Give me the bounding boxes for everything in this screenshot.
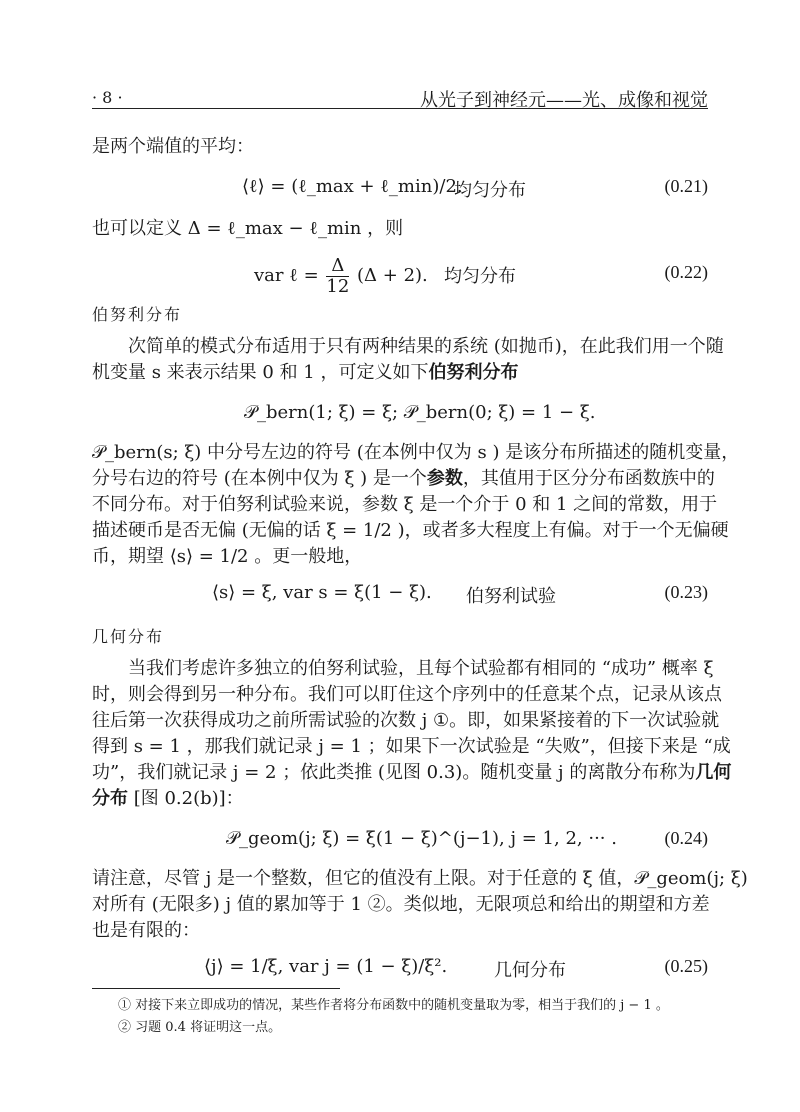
- paragraph-line: [92, 360, 708, 386]
- equation-expression: ⟨s⟩ = ξ, var s = ξ(1 − ξ).: [212, 582, 432, 603]
- text-run: 机变量 s 来表示结果 0 和 1 ，可定义如下: [92, 362, 429, 383]
- footnote-1: ① 对接下来立即成功的情况，某些作者将分布函数中的随机变量取为零，相当于我们的 j − 1 。: [118, 998, 669, 1013]
- equation-lhs: var ℓ =: [254, 265, 319, 286]
- fraction: [326, 256, 349, 297]
- paragraph-line: 得到 s = 1 ，那我们就记录 j = 1 ；如果下一次试验是 “失败”，但接下来是 “成: [92, 736, 731, 757]
- equation-label: 均匀分布: [444, 266, 516, 287]
- term-geometric: 几何: [695, 762, 732, 783]
- paragraph-line: 次简单的模式分布适用于只有两种结果的系统 (如抛币)，在此我们用一个随: [128, 336, 724, 357]
- equation-0-22: [92, 254, 708, 298]
- equation-0-21: [92, 176, 708, 206]
- text-run: 功”，我们就记录 j = 2 ；依此类推 (见图 0.3)。随机变量 j 的离散分布称为: [92, 762, 696, 783]
- paragraph-line: 当我们考虑许多独立的伯努利试验，且每个试验都有相同的 “成功” 概率 ξ: [128, 658, 714, 679]
- equation-label: 均匀分布: [454, 180, 526, 201]
- equation-expression: 𝒫_geom(j; ξ) = ξ(1 − ξ)^(j−1), j = 1, 2, ··· .: [226, 828, 617, 849]
- fraction-denominator: 12: [326, 275, 350, 297]
- equation-expression: ⟨j⟩ = 1/ξ, var j = (1 − ξ)/ξ².: [204, 956, 448, 977]
- text-run: ，其值用于区分分布函数族中的: [462, 468, 715, 489]
- fraction-numerator: Δ: [326, 256, 349, 277]
- term-distribution: 分布: [92, 788, 128, 809]
- paragraph-line: 对所有 (无限多) j 值的累加等于 1 ②。类似地，无限项总和给出的期望和方差: [92, 894, 710, 915]
- equation-number: (0.23): [664, 582, 708, 602]
- paragraph-line: 请注意，尽管 j 是一个整数，但它的值没有上限。对于任意的 ξ 值，𝒫_geom(j; ξ): [92, 868, 748, 889]
- paragraph-line: 往后第一次获得成功之前所需试验的次数 j ①。即，如果紧接着的下一次试验就: [92, 710, 720, 731]
- equation-0-23: [92, 582, 708, 612]
- equation-number: (0.24): [664, 828, 708, 848]
- term-parameter: 参数: [426, 468, 463, 489]
- equation-expression: [254, 254, 428, 298]
- paragraph-line: [92, 466, 715, 492]
- text-run: [图 0.2(b)]：: [128, 788, 244, 809]
- term-bernoulli: 伯努利分布: [428, 362, 519, 383]
- paragraph-line: 也是有限的：: [92, 920, 200, 941]
- header-rule: [92, 108, 708, 109]
- paragraph-line: 描述硬币是否无偏 (无偏的话 ξ = 1/2 )，或者多大程度上有偏。对于一个无偏硬: [92, 520, 729, 541]
- page-number: · 8 ·: [92, 88, 123, 107]
- section-heading-geometric: 几何分布: [92, 627, 165, 646]
- paragraph-line: 也可以定义 Δ = ℓ_max − ℓ_min ，则: [92, 218, 404, 239]
- equation-0-25: [92, 956, 708, 986]
- equation-label: 几何分布: [494, 960, 566, 981]
- running-header: [92, 84, 708, 114]
- equation-label: 伯努利试验: [466, 586, 556, 607]
- paragraph-line: 是两个端值的平均：: [92, 136, 254, 157]
- equation-number: (0.22): [664, 262, 708, 282]
- section-heading-bernoulli: 伯努利分布: [92, 305, 183, 324]
- equation-0-24: [92, 828, 708, 858]
- paragraph-line: 𝒫_bern(s; ξ) 中分号左边的符号 (在本例中仅为 s ) 是该分布所描述的随机变量，: [92, 442, 740, 463]
- equation-rhs: (Δ + 2).: [357, 265, 428, 286]
- paragraph-line: [92, 760, 732, 786]
- equation-expression: ⟨ℓ⟩ = (ℓ_max + ℓ_min)/2.: [242, 176, 463, 197]
- equation-expression: 𝒫_bern(1; ξ) = ξ; 𝒫_bern(0; ξ) = 1 − ξ.: [244, 402, 596, 423]
- book-title: 从光子到神经元——光、成像和视觉: [420, 90, 708, 111]
- paragraph-line: 不同分布。对于伯努利试验来说，参数 ξ 是一个介于 0 和 1 之间的常数，用于: [92, 494, 718, 515]
- equation-number: (0.21): [664, 176, 708, 196]
- equation-bernoulli: [92, 402, 708, 432]
- paragraph-line: [92, 786, 708, 812]
- footnote-2: ② 习题 0.4 将证明这一点。: [118, 1020, 282, 1035]
- text-run: 分号右边的符号 (在本例中仅为 ξ ) 是一个: [92, 468, 427, 489]
- paragraph-line: 币，期望 ⟨s⟩ = 1/2 。更一般地，: [92, 546, 363, 567]
- equation-number: (0.25): [664, 956, 708, 976]
- paragraph-line: 时，则会得到另一种分布。我们可以盯住这个序列中的任意某个点，记录从该点: [92, 684, 722, 705]
- footnote-rule: [92, 988, 340, 989]
